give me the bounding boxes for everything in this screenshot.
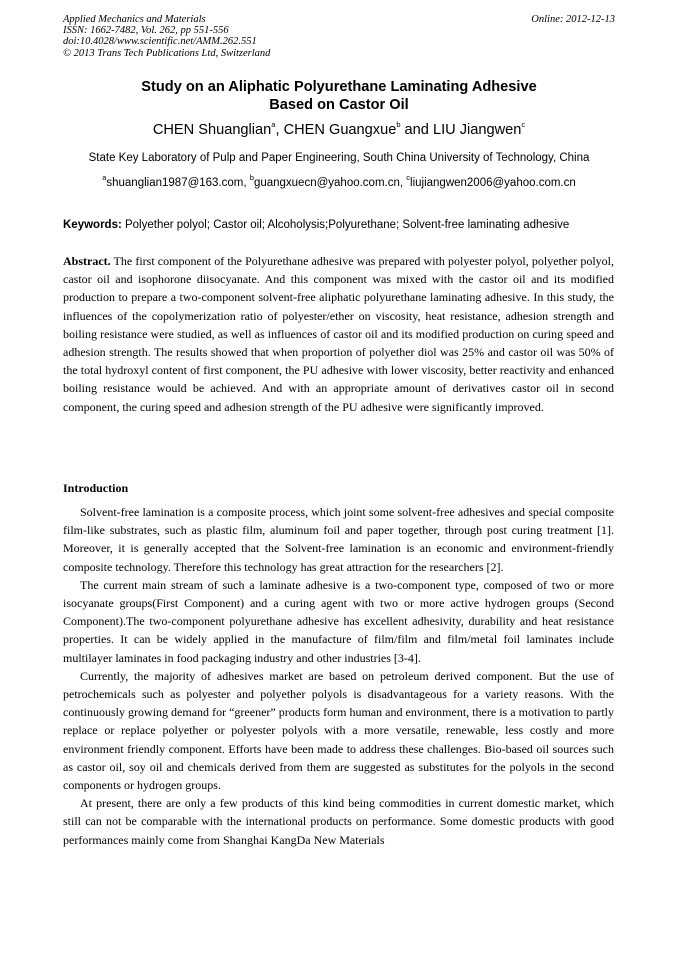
paper-title: [63, 79, 615, 114]
affiliation: State Key Laboratory of Pulp and Paper Engineering, South China University of Technology, China: [88, 152, 590, 164]
email-address: liujiangwen2006@yahoo.com.cn: [410, 177, 576, 189]
keywords-label: Keywords:: [63, 219, 122, 231]
author-name: CHEN Shuanglian: [152, 122, 272, 138]
journal-header: [63, 14, 615, 59]
intro-paragraph: Currently, the majority of adhesives market are based on petroleum derived component. But the use of petrochemicals such as polyester and polyether polyols is disadvantageous for a variety reasons. With the continuously growing demand for “greener” products form human and environment, there is a motivation to partly replace or replace polyether or polyester polyols with a more versatile, renewable, less costly and more environment friendly component. Efforts have been made to address these challenges. Bio-based oil sources such as castor oil, soy oil and chemicals derived from them are suggested as substitutes for the polyols in the second components or hydrogen groups.: [63, 668, 614, 793]
intro-paragraph: Solvent-free lamination is a composite process, which joint some solvent-free adhesives and special composite film-like substrates, such as plastic film, aluminum foil and paper together, through post curing treatment [1]. Moreover, it is generally accepted that the Solvent-free lamination is an economic and environment-friendly composite technology. Therefore this technology has great attraction for the researchers [2].: [63, 505, 614, 574]
keywords: [63, 218, 615, 232]
author-superscript: c: [521, 120, 526, 130]
email-separator: ,: [243, 177, 250, 189]
author-separator: ,: [275, 122, 284, 138]
introduction-body: [63, 503, 614, 849]
author-separator: and: [400, 122, 433, 138]
author-name: LIU Jiangwen: [432, 122, 522, 138]
email-address: guangxuecn@yahoo.com.cn: [253, 177, 400, 189]
abstract: [63, 252, 614, 416]
author-superscript: a: [271, 120, 276, 130]
author-name: CHEN Guangxue: [283, 122, 397, 138]
abstract-label: Abstract.: [63, 254, 111, 268]
email-separator: ,: [399, 177, 407, 189]
online-date: Online: 2012-12-13: [531, 14, 615, 25]
email-address: shuanglian1987@163.com: [106, 177, 244, 189]
issn-line: ISSN: 1662-7482, Vol. 262, pp 551-556: [63, 25, 229, 37]
copyright-line: © 2013 Trans Tech Publications Ltd, Switzerland: [63, 47, 271, 59]
doi-line: doi:10.4028/www.scientific.net/AMM.262.551: [63, 36, 257, 48]
journal-name: Applied Mechanics and Materials: [63, 14, 206, 25]
email-superscript: b: [249, 173, 254, 183]
email-list: [63, 173, 615, 190]
intro-paragraph: At present, there are only a few products of this kind being commodities in current domestic market, which still can not be comparable with the international products on performance. Some domestic products with good performances mainly come from Shanghai KangDa New Materials: [63, 796, 614, 847]
author-superscript: b: [396, 120, 401, 130]
email-superscript: c: [406, 173, 411, 183]
email-superscript: a: [102, 173, 107, 183]
abstract-text: The first component of the Polyurethane adhesive was prepared with polyester polyol, polyether polyol, castor oil and isophorone diisocyanate. And this component was mixed with the castor oil and its modified production to prepare a two-component solvent-free aliphatic polyurethane laminating adhesive. In this study, the influences of the copolymerization ratio of polyester/ether on viscosity, heat resistance, adhesion strength and boiling resistance were studied, as well as influences of castor oil and its modified production on curing speed and adhesion strength. The results showed that when proportion of polyether diol was 25% and castor oil was 50% of the total hydroxyl content of first component, the PU adhesive with lower viscosity, better reactivity and enhanced boiling resistance would be achieved. And with an appropriate amount of derivatives castor oil in second component, the curing speed and adhesion strength of the PU adhesive were significantly improved.: [63, 254, 614, 414]
author-list: [63, 121, 615, 139]
intro-paragraph: The current main stream of such a laminate adhesive is a two-component type, composed of two or more isocyanate groups(First Component) and a curing agent with two or more active hydrogen groups (Second Component).The two-component polyurethane adhesive has excellent adhesivity, durability and heat resistance properties. It can be widely applied in the manufacture of film/film and film/metal foil laminates include multilayer laminates in food packaging industry and other industries [3-4].: [63, 577, 614, 665]
section-heading-introduction: Introduction: [63, 481, 129, 495]
title-line-1: Study on an Aliphatic Polyurethane Laminating Adhesive: [141, 79, 537, 95]
keywords-text: Polyether polyol; Castor oil; Alcoholysis;Polyurethane; Solvent-free laminating adhesive: [121, 219, 570, 231]
title-line-2: Based on Castor Oil: [269, 96, 409, 113]
